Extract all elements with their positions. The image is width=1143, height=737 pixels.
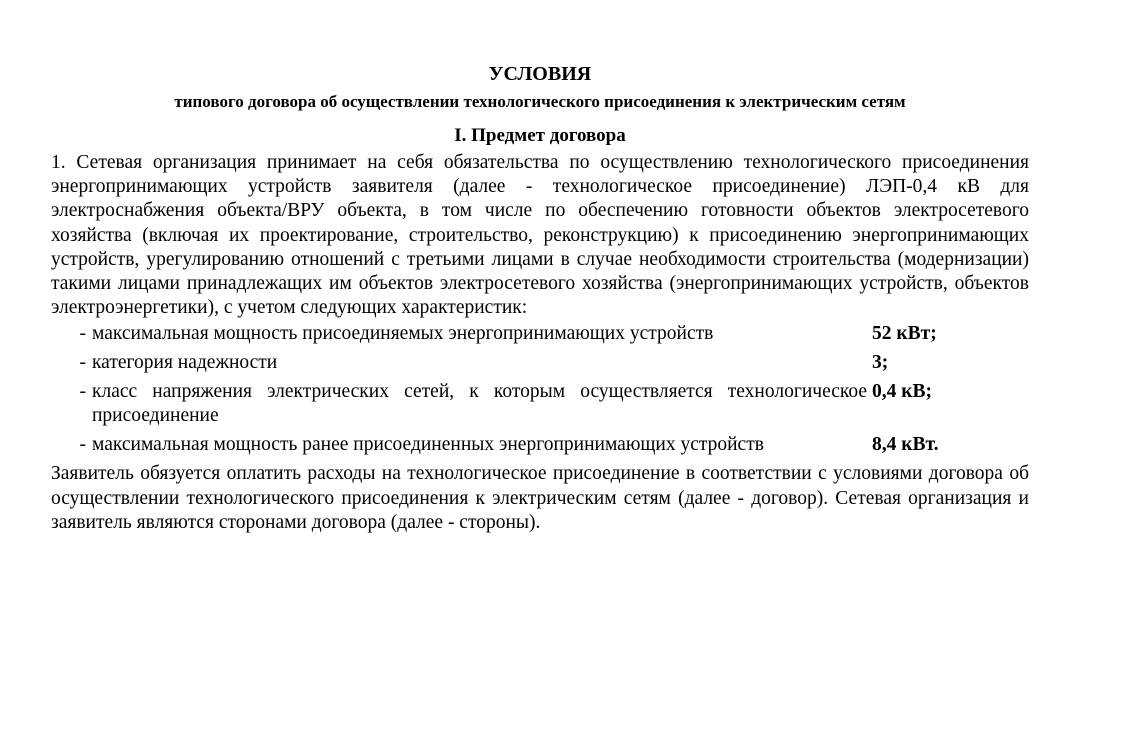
paragraph-payment: Заявитель обязуется оплатить расходы на технологическое присоединение в соответствии с условиями договора об осуществлении технологического присоединения к электрическим сетям (далее - договор). Сетевая организация и заявитель являются сторонами договора (далее - стороны). — [51, 463, 1029, 533]
document-title: УСЛОВИЯ — [488, 63, 592, 85]
list-item — [51, 322, 1029, 346]
characteristic-label: максимальная мощность ранее присоединенных энергопринимающих устройств — [92, 434, 764, 456]
document-page — [51, 60, 1029, 535]
characteristic-value: 3; — [872, 352, 889, 374]
characteristic-label: класс напряжения электрических сетей, к которым осуществляется технологическое присоединение — [92, 381, 867, 427]
section-title: I. Предмет договора — [454, 125, 626, 146]
list-dash: - — [79, 434, 86, 456]
characteristic-label: максимальная мощность присоединяемых энергопринимающих устройств — [92, 323, 714, 345]
list-dash: - — [79, 352, 86, 374]
list-dash: - — [79, 323, 86, 345]
characteristic-value: 0,4 кВ; — [872, 381, 932, 403]
list-item — [51, 380, 1029, 428]
paragraph-subject: 1. Сетевая организация принимает на себя обязательства по осуществлению технологического присоединения энергопринимающих устройств заявителя (далее - технологическое присоединение) ЛЭП-0,4 кВ для электроснабжения объекта/ВРУ объекта, в том числе по обеспечению готовности объектов электросетевого хозяйства (включая их проектирование, строительство, реконструкцию) к присоединению энергопринимающих устройств, урегулированию отношений с третьими лицами в случае необходимости строительства (модернизации) такими лицами принадлежащих им объектов электросетевого хозяйства (энергопринимающих устройств, объектов электроэнергетики), с учетом следующих характеристик: — [51, 152, 1029, 319]
document-subtitle: типового договора об осуществлении технологического присоединения к электрическим сетям — [174, 92, 906, 111]
list-dash: - — [79, 381, 86, 403]
characteristic-label: категория надежности — [92, 352, 278, 374]
list-item — [51, 433, 1029, 457]
list-item — [51, 351, 1029, 375]
characteristic-value: 52 кВт; — [872, 323, 937, 345]
characteristics-list — [51, 322, 1029, 457]
characteristic-value: 8,4 кВт. — [872, 434, 939, 456]
